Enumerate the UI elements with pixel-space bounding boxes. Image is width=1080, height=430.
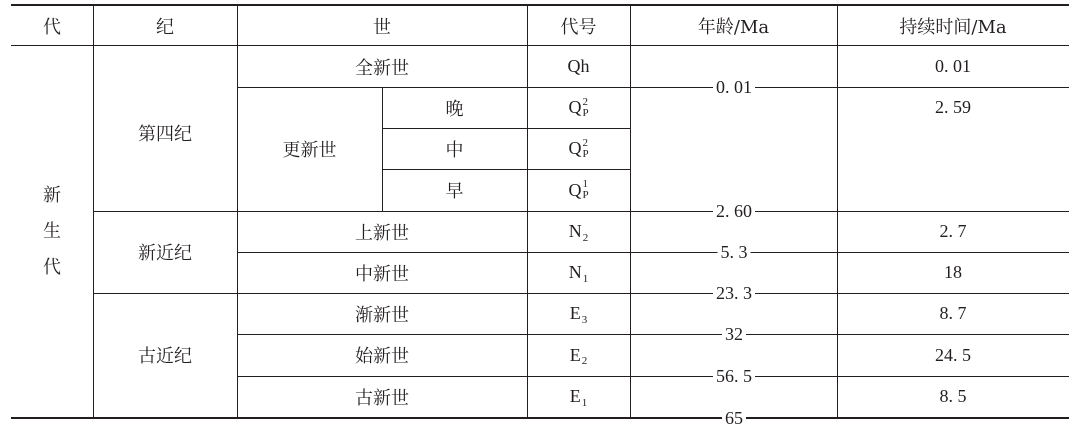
age-holocene-base: 0. 01 [713, 78, 755, 96]
age-paleocene-base: 65 [722, 409, 746, 427]
epoch-paleocene: 古新世 [355, 387, 409, 409]
period-paleogene: 古近纪 [138, 346, 192, 367]
era-cenozoic [11, 46, 93, 417]
header-age: 年龄/Ma [697, 16, 770, 38]
header-code: 代号 [560, 16, 597, 38]
duration-eocene: 24. 5 [935, 344, 971, 365]
age-pliocene-base: 5. 3 [718, 243, 751, 261]
code-base: Q [568, 97, 582, 117]
epoch-pleistocene-middle: 中 [445, 139, 464, 161]
code-base: Qh [567, 56, 590, 76]
epoch-pleistocene-late: 晚 [445, 98, 464, 120]
era-char: 新 [43, 184, 61, 206]
age-pleistocene-base: 2. 60 [713, 202, 755, 220]
code-holocene [527, 46, 630, 87]
code-miocene [527, 252, 630, 293]
header-period: 纪 [156, 16, 174, 38]
duration-oligocene: 8. 7 [939, 303, 967, 323]
code-sub: 3 [581, 313, 588, 326]
code-base: N [568, 221, 582, 241]
code-sub: 1 [581, 396, 588, 409]
code-sup: 1 [582, 178, 588, 190]
code-base: E [569, 303, 581, 323]
code-sub: 2 [582, 231, 589, 244]
code-pliocene [527, 211, 630, 252]
age-miocene-base: 23. 3 [713, 284, 755, 302]
code-sub: 1 [582, 272, 589, 285]
epoch-pleistocene-early: 早 [445, 181, 464, 202]
code-sub: P [582, 106, 589, 119]
code-pleistocene-late [527, 87, 630, 128]
period-neogene: 新近纪 [138, 243, 192, 264]
code-paleocene [527, 376, 630, 417]
header-epoch: 世 [373, 16, 391, 38]
code-sub: P [582, 189, 589, 201]
epoch-miocene: 中新世 [355, 263, 409, 285]
epoch-pliocene: 上新世 [355, 222, 409, 244]
table-bottom-rule [11, 417, 1069, 419]
epoch-pleistocene: 更新世 [282, 140, 337, 161]
code-base: E [569, 386, 581, 406]
epoch-holocene: 全新世 [355, 57, 409, 79]
code-eocene [527, 334, 630, 376]
code-base: Q [568, 179, 582, 200]
age-oligocene-base: 32 [722, 325, 746, 343]
duration-miocene: 18 [944, 262, 962, 282]
code-sub: P [582, 147, 589, 160]
header-era: 代 [43, 16, 61, 38]
duration-paleocene: 8. 5 [939, 386, 967, 406]
duration-pleistocene: 2. 59 [935, 97, 971, 117]
code-oligocene [527, 293, 630, 334]
period-quaternary: 第四纪 [138, 124, 192, 145]
era-char: 代 [43, 256, 61, 278]
code-sup: 2 [582, 95, 588, 108]
epoch-eocene: 始新世 [355, 346, 409, 367]
header-duration: 持续时间/Ma [899, 16, 1007, 38]
era-char: 生 [43, 220, 61, 242]
code-sub: 2 [581, 355, 588, 367]
duration-pliocene: 2. 7 [939, 221, 967, 241]
code-pleistocene-early [527, 169, 630, 211]
code-pleistocene-middle [527, 128, 630, 169]
code-base: N [568, 262, 582, 282]
duration-holocene: 0. 01 [935, 56, 971, 76]
code-base: E [569, 344, 581, 365]
code-sup: 2 [582, 136, 588, 149]
epoch-oligocene: 渐新世 [355, 304, 409, 326]
age-eocene-base: 56. 5 [713, 367, 755, 385]
code-base: Q [568, 138, 582, 158]
